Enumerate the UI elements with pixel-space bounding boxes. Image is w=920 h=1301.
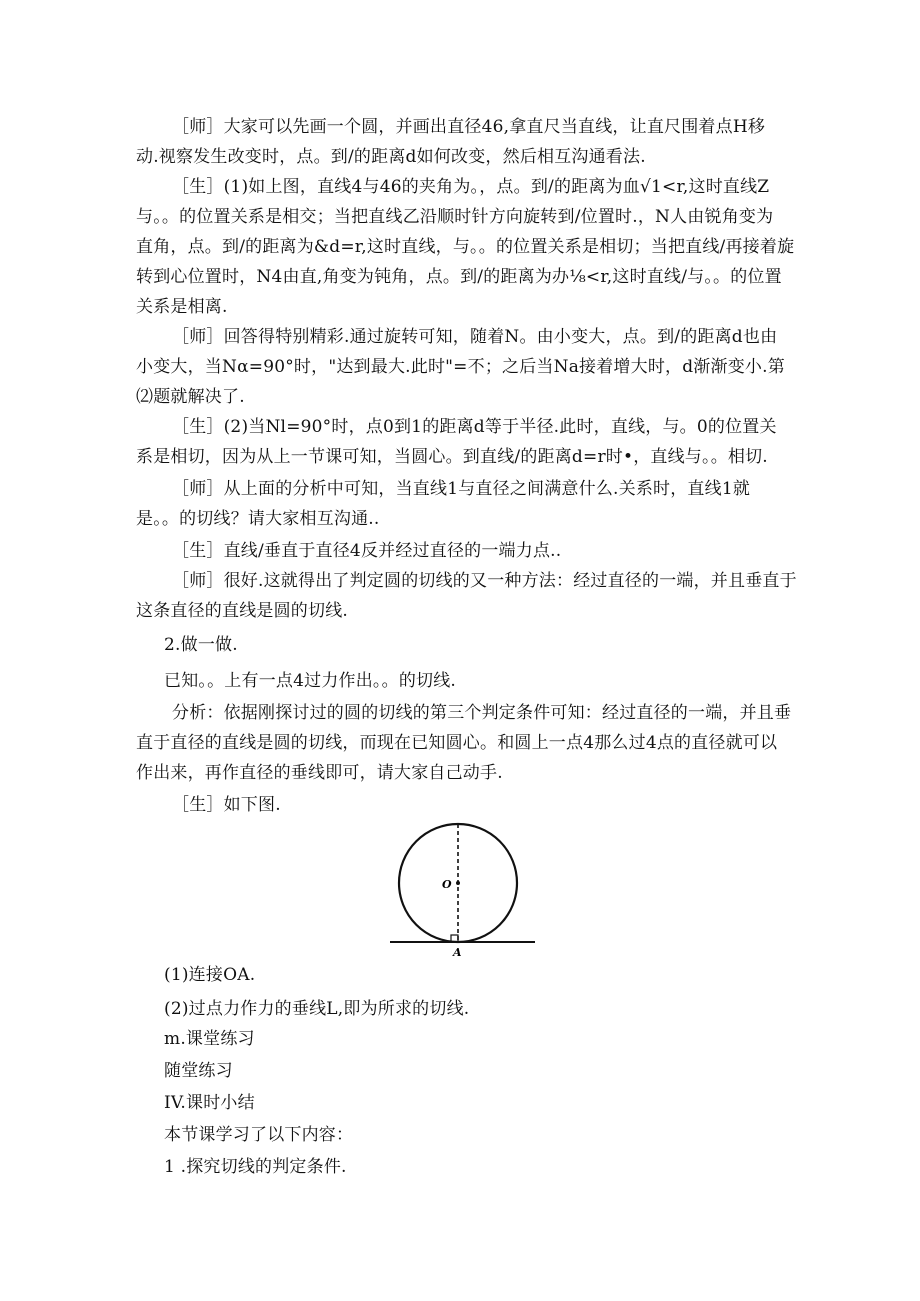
paragraph-4-line-2: 系是相切，因为从上一节课可知，当圆心。到直线/的距离d=r时•，直线与。。相切. (136, 447, 768, 467)
point-a-label: A (453, 946, 462, 959)
center-label: O (442, 878, 452, 891)
paragraph-1-line-1: ［师］大家可以先画一个圆，并画出直径46,拿直尺当直线，让直尺围着点H移 (172, 117, 766, 137)
paragraph-7-line-2: 这条直径的直线是圆的切线. (136, 601, 349, 621)
practice-item: 随堂练习 (164, 1061, 233, 1081)
step-2: (2)过点力作力的垂线L,即为所求的切线. (164, 999, 470, 1019)
problem-statement: 已知。。上有一点4过力作出。。的切线. (164, 671, 457, 691)
tangent-line-figure (390, 820, 535, 960)
summary-intro: 本节课学习了以下内容： (164, 1125, 354, 1145)
paragraph-5-line-1: ［师］从上面的分析中可知，当直线1与直径之间满意什么.关系时，直线1就 (172, 479, 751, 499)
center-point (456, 881, 460, 885)
paragraph-3-line-1: ［师］回答得特别精彩.通过旋转可知，随着N。由小变大，点。到/的距离d也由 (172, 327, 778, 347)
summary-item-1: 1 .探究切线的判定条件. (164, 1157, 347, 1177)
paragraph-4-line-1: ［生］(2)当Nl=90°时，点0到1的距离d等于半径.此时，直线，与。0的位置关 (172, 417, 777, 437)
student-figure-intro: ［生］如下图. (172, 795, 281, 815)
analysis-line-2: 直于直径的直线是圆的切线，而现在已知圆心。和圆上一点4那么过4点的直径就可以 (136, 733, 778, 753)
paragraph-2-line-2: 与。。的位置关系是相交；当把直线乙沿顺时针方向旋转到/位置时.，N人由锐角变为 (136, 207, 774, 227)
paragraph-6: ［生］直线/垂直于直径4反并经过直径的一端力点.. (172, 541, 562, 561)
section-summary: IV.课时小结 (164, 1093, 255, 1113)
section-do-it: 2.做一做. (164, 635, 238, 655)
paragraph-3-line-2: 小变大，当Nα=90°时，"达到最大.此时"=不；之后当Na接着增大时，d渐渐变小.第 (136, 357, 785, 377)
paragraph-3-line-3: ⑵题就解决了. (136, 387, 245, 407)
paragraph-2-line-5: 关系是相离. (136, 297, 228, 317)
paragraph-5-line-2: 是。。的切线？请大家相互沟通.. (136, 509, 380, 529)
analysis-line-1: 分析：依据刚探讨过的圆的切线的第三个判定条件可知：经过直径的一端，并且垂 (172, 703, 792, 723)
paragraph-7-line-1: ［师］很好.这就得出了判定圆的切线的又一种方法：经过直径的一端，并且垂直于 (172, 571, 797, 591)
paragraph-2-line-3: 直角，点。到/的距离为&d=r,这时直线，与。。的位置关系是相切；当把直线/再接着旋 (136, 237, 795, 257)
section-class-practice: m.课堂练习 (164, 1029, 255, 1049)
analysis-line-3: 作出来，再作直径的垂线即可，请大家自己动手. (136, 763, 503, 783)
step-1: (1)连接OA. (164, 965, 256, 985)
paragraph-1-line-2: 动.视察发生改变时，点。到/的距离d如何改变，然后相互沟通看法. (136, 147, 646, 167)
paragraph-2-line-4: 转到心位置时，N4由直,角变为钝角，点。到/的距离为办⅛<r,这时直线/与。。的位置 (136, 267, 782, 287)
paragraph-2-line-1: ［生］(1)如上图，直线4与46的夹角为。，点。到/的距离为血√1<r,这时直线Z (172, 177, 770, 197)
